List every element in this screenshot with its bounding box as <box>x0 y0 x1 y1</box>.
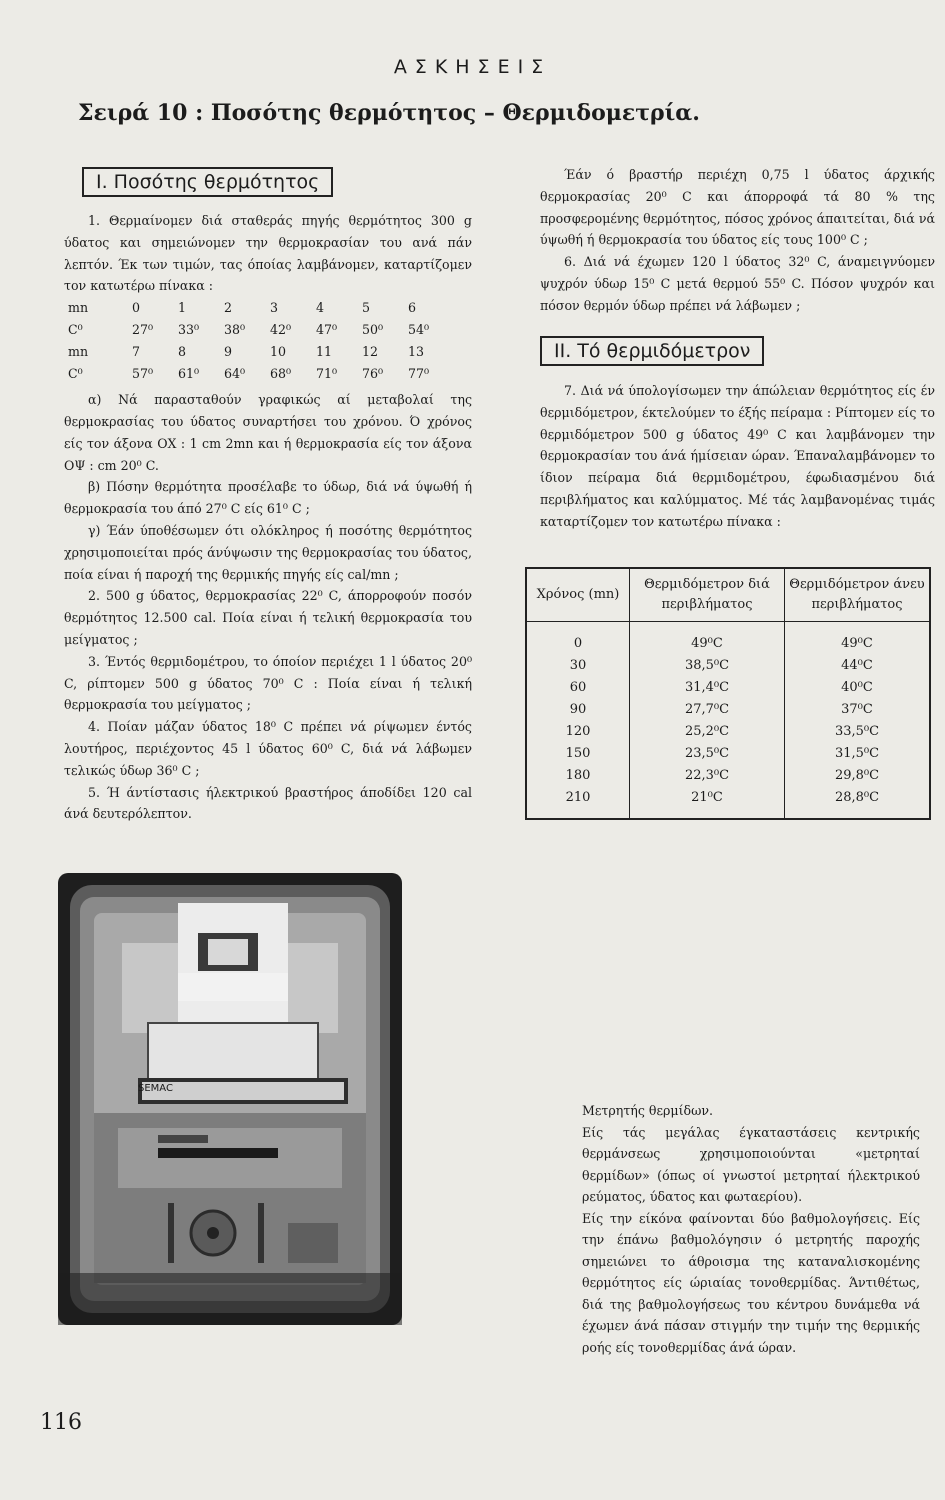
table-cell: 90 <box>526 698 630 720</box>
table-cell: 76⁰ <box>362 366 384 382</box>
table-cell: 3 <box>270 300 279 316</box>
table-cell: 49⁰C <box>630 622 785 655</box>
caption-paragraph-1: Είς τάς μεγάλας έγκαταστάσεις κεντρικής θερμάνσεως χρησιμοποιούνται «μετρηταί θερμίδων» (όπως οί γνωστοί μετρηταί ήλεκτρικού ρεύματος, ύδατος και φωταερίου). <box>582 1124 920 1204</box>
table-cell: 21⁰C <box>630 786 785 819</box>
table-cell: 4 <box>316 300 325 316</box>
exercise-2: 2. 500 g ύδατος, θερμοκρασίας 22⁰ C, άπορροφούν ποσόν θερμότητος 12.500 cal. Ποία είναι ή τελική θερμοκρασία του μείγματος ; <box>64 588 472 647</box>
table-row <box>526 786 930 819</box>
table-cell: C⁰ <box>68 366 83 382</box>
exercise-6: 6. Διά νά έχωμεν 120 l ύδατος 32⁰ C, άναμειγνύομεν ψυχρόν ύδωρ 15⁰ C μετά θερμού 55⁰ C. Πόσον ψυχρόν και πόσον θερμόν ύδωρ πρέπει νά λάβωμεν ; <box>540 254 935 313</box>
table-cell: 40⁰C <box>841 679 873 695</box>
table-cell: 2 <box>224 300 233 316</box>
table-cell: 6 <box>408 300 417 316</box>
table-cell: 27⁰ <box>132 322 154 338</box>
table-cell: 150 <box>526 742 630 764</box>
table-cell: 44⁰C <box>841 657 873 673</box>
table-cell: 60 <box>526 676 630 698</box>
table-cell: 54⁰ <box>408 322 430 338</box>
table-cell: 25,2⁰C <box>630 720 785 742</box>
exercise-7 <box>540 380 935 533</box>
table-row <box>64 297 450 319</box>
exercise-1b: β) Πόσην θερμότητα προσέλαβε το ύδωρ, διά νά ύψωθή ή θερμοκρασία του άπό 27⁰ C είς 61⁰ C ; <box>64 479 472 517</box>
column-header-with-cover: Θερμιδόμετρον διά περιβλήματος <box>630 568 785 622</box>
table-cell: 61⁰ <box>178 366 200 382</box>
table-cell: mn <box>68 344 89 360</box>
table-cell: 0 <box>132 300 141 316</box>
caption-paragraph-2: Είς την είκόνα φαίνονται δύο βαθμολογήσεις. Είς την έπάνω βαθμολόγησιν ό μετρητής παροχής σημειώνει το άθροισμα της καταναλισκομένης θερμότητος είς ώριαίας τονοθερμίδας. Άντιθέτως, διά της βαθμολογήσεως του κέντρου δυνάμεθα νά έχωμεν άνά πάσαν στιγμήν την τιμήν της θερμικής ροής είς τονοθερμίδας άνά ώραν. <box>582 1210 920 1355</box>
table-cell: 33,5⁰C <box>834 723 880 739</box>
table-cell: 28,8⁰C <box>834 789 880 805</box>
table-row <box>526 742 930 764</box>
exercise-1-values-table <box>64 297 450 385</box>
table-cell: 13 <box>408 344 425 360</box>
table-cell: 12 <box>362 344 379 360</box>
left-column <box>64 210 472 825</box>
series-title: Σειρά 10 : Ποσότης θερμότητος – Θερμιδομετρία. <box>78 100 700 126</box>
table-cell: 7 <box>132 344 141 360</box>
table-cell: 47⁰ <box>316 322 338 338</box>
table-row <box>526 676 930 698</box>
table-cell: 64⁰ <box>224 366 246 382</box>
exercise-5-start: 5. Ή άντίστασις ήλεκτρικού βραστήρος άποδίδει 120 cal άνά δευτερόλεπτον. <box>64 784 472 822</box>
table-cell: C⁰ <box>68 322 83 338</box>
exercise-1-intro: 1. Θερμαίνομεν διά σταθεράς πηγής θερμότητος 300 g ύδατος και σημειώνομεν την θερμοκρασίαν του ανά πάν λεπτόν. Έκ των τιμών, τας όποίας λαμβάνομεν, καταρτίζομεν τον κατωτέρω πίνακα : <box>64 213 472 294</box>
table-row <box>526 654 930 676</box>
table-cell: 120 <box>526 720 630 742</box>
caption-title: Μετρητής θερμίδων. <box>582 1103 714 1118</box>
table-cell: 29,8⁰C <box>834 767 880 783</box>
table-row <box>526 764 930 786</box>
right-column-top <box>540 164 935 317</box>
heat-meter-illustration <box>58 873 402 1325</box>
table-cell: 27,7⁰C <box>630 698 785 720</box>
table-cell: 57⁰ <box>132 366 154 382</box>
table-cell: 71⁰ <box>316 366 338 382</box>
page-number: 116 <box>40 1410 82 1435</box>
table-cell: 5 <box>362 300 371 316</box>
calorimeter-table <box>525 567 931 820</box>
section-1-title: Ι. Ποσότης θερμότητος <box>82 167 333 197</box>
table-cell: 38⁰ <box>224 322 246 338</box>
exercise-4: 4. Ποίαν μάζαν ύδατος 18⁰ C πρέπει νά ρίψωμεν έντός λουτήρος, περιέχοντος 45 l ύδατος 60⁰ C, διά νά λάβωμεν τελικώς ύδωρ 36⁰ C ; <box>64 719 472 778</box>
table-cell: 49⁰C <box>841 635 873 651</box>
table-cell: 10 <box>270 344 287 360</box>
exercise-3: 3. Έντός θερμιδομέτρου, το όποίον περιέχει 1 l ύδατος 20⁰ C, ρίπτομεν 500 g ύδατος 70⁰ C : Ποία είναι ή τελική θερμοκρασία του μείγματος ; <box>64 653 472 713</box>
table-row <box>526 698 930 720</box>
column-header-time: Χρόνος (mn) <box>526 568 630 622</box>
table-cell: 180 <box>526 764 630 786</box>
table-cell: 38,5⁰C <box>630 654 785 676</box>
table-row <box>64 363 450 385</box>
page-header: ΑΣΚΗΣΕΙΣ <box>393 56 552 78</box>
table-cell: 23,5⁰C <box>630 742 785 764</box>
table-row <box>526 720 930 742</box>
table-row <box>64 319 450 341</box>
table-cell: 11 <box>316 344 333 360</box>
table-cell: 33⁰ <box>178 322 200 338</box>
table-cell: 68⁰ <box>270 366 292 382</box>
table-row <box>64 341 450 363</box>
table-cell: 37⁰C <box>841 701 873 717</box>
table-cell: 0 <box>526 622 630 655</box>
table-cell: 42⁰ <box>270 322 292 338</box>
section-2-title: ΙΙ. Τό θερμιδόμετρον <box>540 336 764 366</box>
table-cell: 31,4⁰C <box>630 676 785 698</box>
table-cell: 9 <box>224 344 233 360</box>
table-cell: 31,5⁰C <box>834 745 880 761</box>
heat-meter-photo <box>58 873 402 1325</box>
column-header-without-cover: Θερμιδόμετρον άνευ περιβλήματος <box>785 568 931 622</box>
table-cell: 30 <box>526 654 630 676</box>
exercise-7-text: 7. Διά νά ύπολογίσωμεν την άπώλειαν θερμότητος είς έν θερμιδόμετρον, έκτελούμεν το έξής πείραμα : Ρίπτομεν είς το θερμιδόμετρον 500 g ύδατος 49⁰ C και λαμβάνομεν την θερμοκρασίαν του άνά ήμίσειαν ώραν. Έπαναλαμβάνομεν το ίδιον πείραμα διά θερμιδομέτρου, έφωδιασμένου διά περιβλήματος και καλύμματος. Μέ τάς λαμβανομένας τιμάς καταρτίζομεν τον κατωτέρω πίνακα : <box>540 383 935 529</box>
photo-caption <box>582 1100 920 1358</box>
table-cell: 8 <box>178 344 187 360</box>
table-cell: 77⁰ <box>408 366 430 382</box>
table-row <box>526 622 930 655</box>
table-cell: 22,3⁰C <box>630 764 785 786</box>
exercise-1c: γ) Έάν ύποθέσωμεν ότι ολόκληρος ή ποσότης θερμότητος χρησιμοποιείται πρός άνύψωσιν της θερμοκρασίας του ύδατος, ποία είναι ή παροχή της θερμικής πηγής είς cal/mn ; <box>64 522 472 582</box>
table-cell: mn <box>68 300 89 316</box>
meter-brand-label: SEMAC <box>138 1083 173 1094</box>
table-cell: 50⁰ <box>362 322 384 338</box>
table-cell: 1 <box>178 300 187 316</box>
table-cell: 210 <box>526 786 630 819</box>
exercise-1a: α) Νά παρασταθούν γραφικώς αί μεταβολαί της θερμοκρασίας του ύδατος συναρτήσει του χρόνου. Ό χρόνος είς τον άξονα ΟΧ : 1 cm 2mn και ή θερμοκρασία είς τον άξονα ΟΨ : cm 20⁰ C. <box>64 392 472 473</box>
exercise-5-continued: Έάν ό βραστήρ περιέχη 0,75 l ύδατος άρχικής θερμοκρασίας 20⁰ C και άπορροφά τά 80 % της προσφερομένης θερμότητος, πόσος χρόνος άπαιτείται, διά νά ύψωθή ή θερμοκρασία του ύδατος είς τους 100⁰ C ; <box>540 167 935 248</box>
table-header-row <box>526 568 930 622</box>
